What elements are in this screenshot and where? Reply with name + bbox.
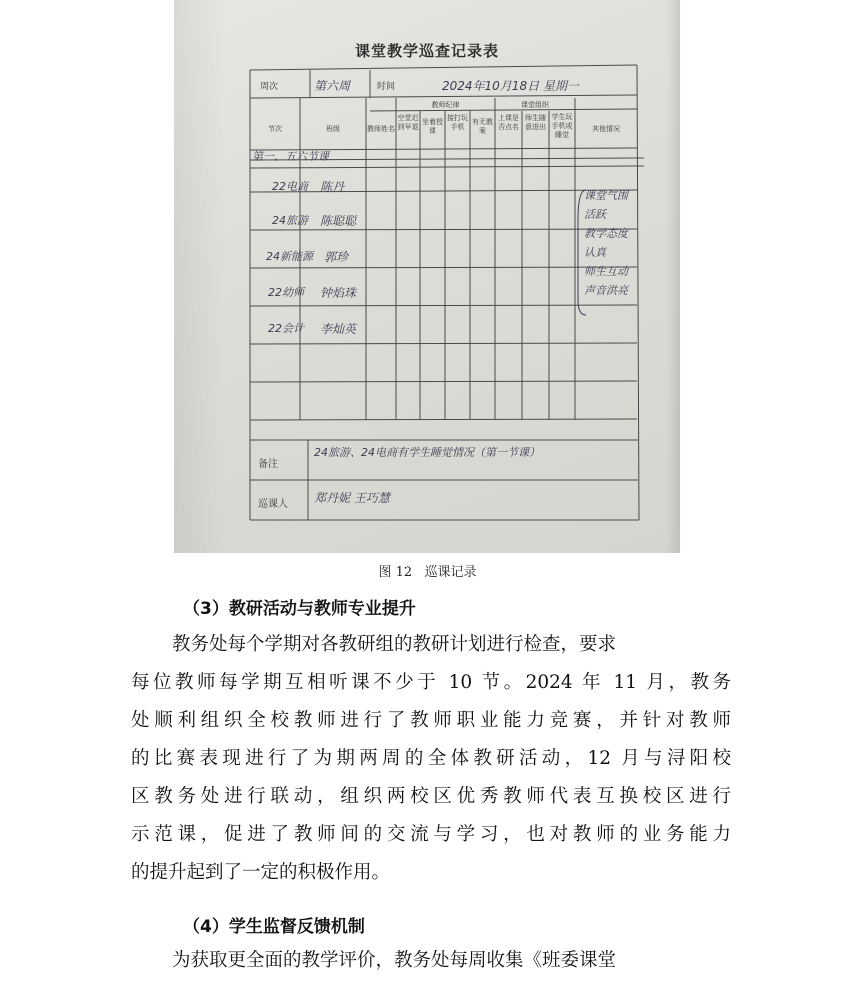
group-class-organization: 课堂组织 xyxy=(521,101,549,109)
remarks-value: 24旅游、24电商有学生睡觉情况（第一节课） xyxy=(314,446,540,459)
other-note: 活跃 xyxy=(584,208,606,221)
other-note: 声音洪亮 xyxy=(584,284,628,297)
inspector-value: 郑丹妮 王巧慧 xyxy=(314,491,390,505)
section-4-title: （4）学生监督反馈机制 xyxy=(183,917,365,937)
paragraph-line: 示范课，促进了教师间的交流与学习，也对教师的业务能力 xyxy=(131,824,731,845)
period-entry: 第一、五六节课 xyxy=(252,150,329,163)
row-2-class: 24旅游 xyxy=(272,214,308,227)
inspection-form-photo xyxy=(174,0,680,553)
header-teacher-name: 教师姓名 xyxy=(367,125,395,133)
other-note: 教学态度 xyxy=(584,227,628,240)
header-late-leave: 空堂迟到早退 xyxy=(397,114,419,131)
row-4-teacher: 钟焰珠 xyxy=(320,286,357,300)
form-title: 课堂教学巡查记录表 xyxy=(354,42,499,60)
time-label: 时间 xyxy=(377,82,396,92)
week-value: 第六周 xyxy=(314,79,351,93)
other-note: 师生互动 xyxy=(584,265,628,278)
remarks-label: 备注 xyxy=(258,459,278,470)
header-student-phone: 学生玩手机或睡觉 xyxy=(551,113,573,139)
group-teacher-discipline: 教师纪律 xyxy=(431,101,460,109)
date-value: 2024年10月18日 星期一 xyxy=(442,79,579,93)
header-other: 其他情况 xyxy=(592,125,620,133)
paragraph-line: 每位教师每学期互相听课不少于 10 节。2024 年 11 月，教务 xyxy=(131,672,731,693)
header-student-sleep: 师生随意进出 xyxy=(525,114,546,131)
other-note: 认真 xyxy=(584,246,606,259)
row-5-class: 22会计 xyxy=(268,322,304,335)
other-note: 课堂气围 xyxy=(584,189,628,202)
figure-caption: 图 12 巡课记录 xyxy=(378,565,477,580)
row-5-teacher: 李灿英 xyxy=(320,322,357,336)
row-4-class: 22幼师 xyxy=(268,286,304,299)
inspector-label: 巡课人 xyxy=(258,499,288,510)
paragraph-line: 为获取更全面的教学评价，教务处每周收集《班委课堂 xyxy=(172,950,617,971)
header-period: 节次 xyxy=(268,125,282,133)
row-1-teacher: 陈丹 xyxy=(320,180,345,194)
row-1-class: 22电商 xyxy=(272,180,308,193)
other-notes xyxy=(584,186,644,300)
paragraph-line: 处顺利组织全校教师进行了教师职业能力竞赛，并针对教师 xyxy=(131,710,731,731)
header-class: 班级 xyxy=(326,125,340,133)
header-sit-teach: 坐着授课 xyxy=(422,118,443,135)
paragraph-line: 的提升起到了一定的积极作用。 xyxy=(131,862,391,883)
row-3-class: 24新能源 xyxy=(266,250,313,263)
row-2-teacher: 陈聪聪 xyxy=(320,214,357,228)
paragraph-line: 教务处每个学期对各教研组的教研计划进行检查，要求 xyxy=(172,634,617,655)
section-3-title: （3）教研活动与教师专业提升 xyxy=(183,599,416,619)
header-roll-call: 上课是否点名 xyxy=(498,114,519,131)
week-label: 周次 xyxy=(260,82,279,92)
header-phone: 接打玩手机 xyxy=(447,114,468,131)
paragraph-line: 的比赛表现进行了为期两周的全体教研活动，12 月与浔阳校 xyxy=(131,748,731,769)
row-3-teacher: 郭珍 xyxy=(324,250,349,264)
paragraph-line: 区教务处进行联动，组织两校区优秀教师代表互换校区进行 xyxy=(131,786,731,807)
header-lesson-plan: 有无教案 xyxy=(472,118,493,135)
